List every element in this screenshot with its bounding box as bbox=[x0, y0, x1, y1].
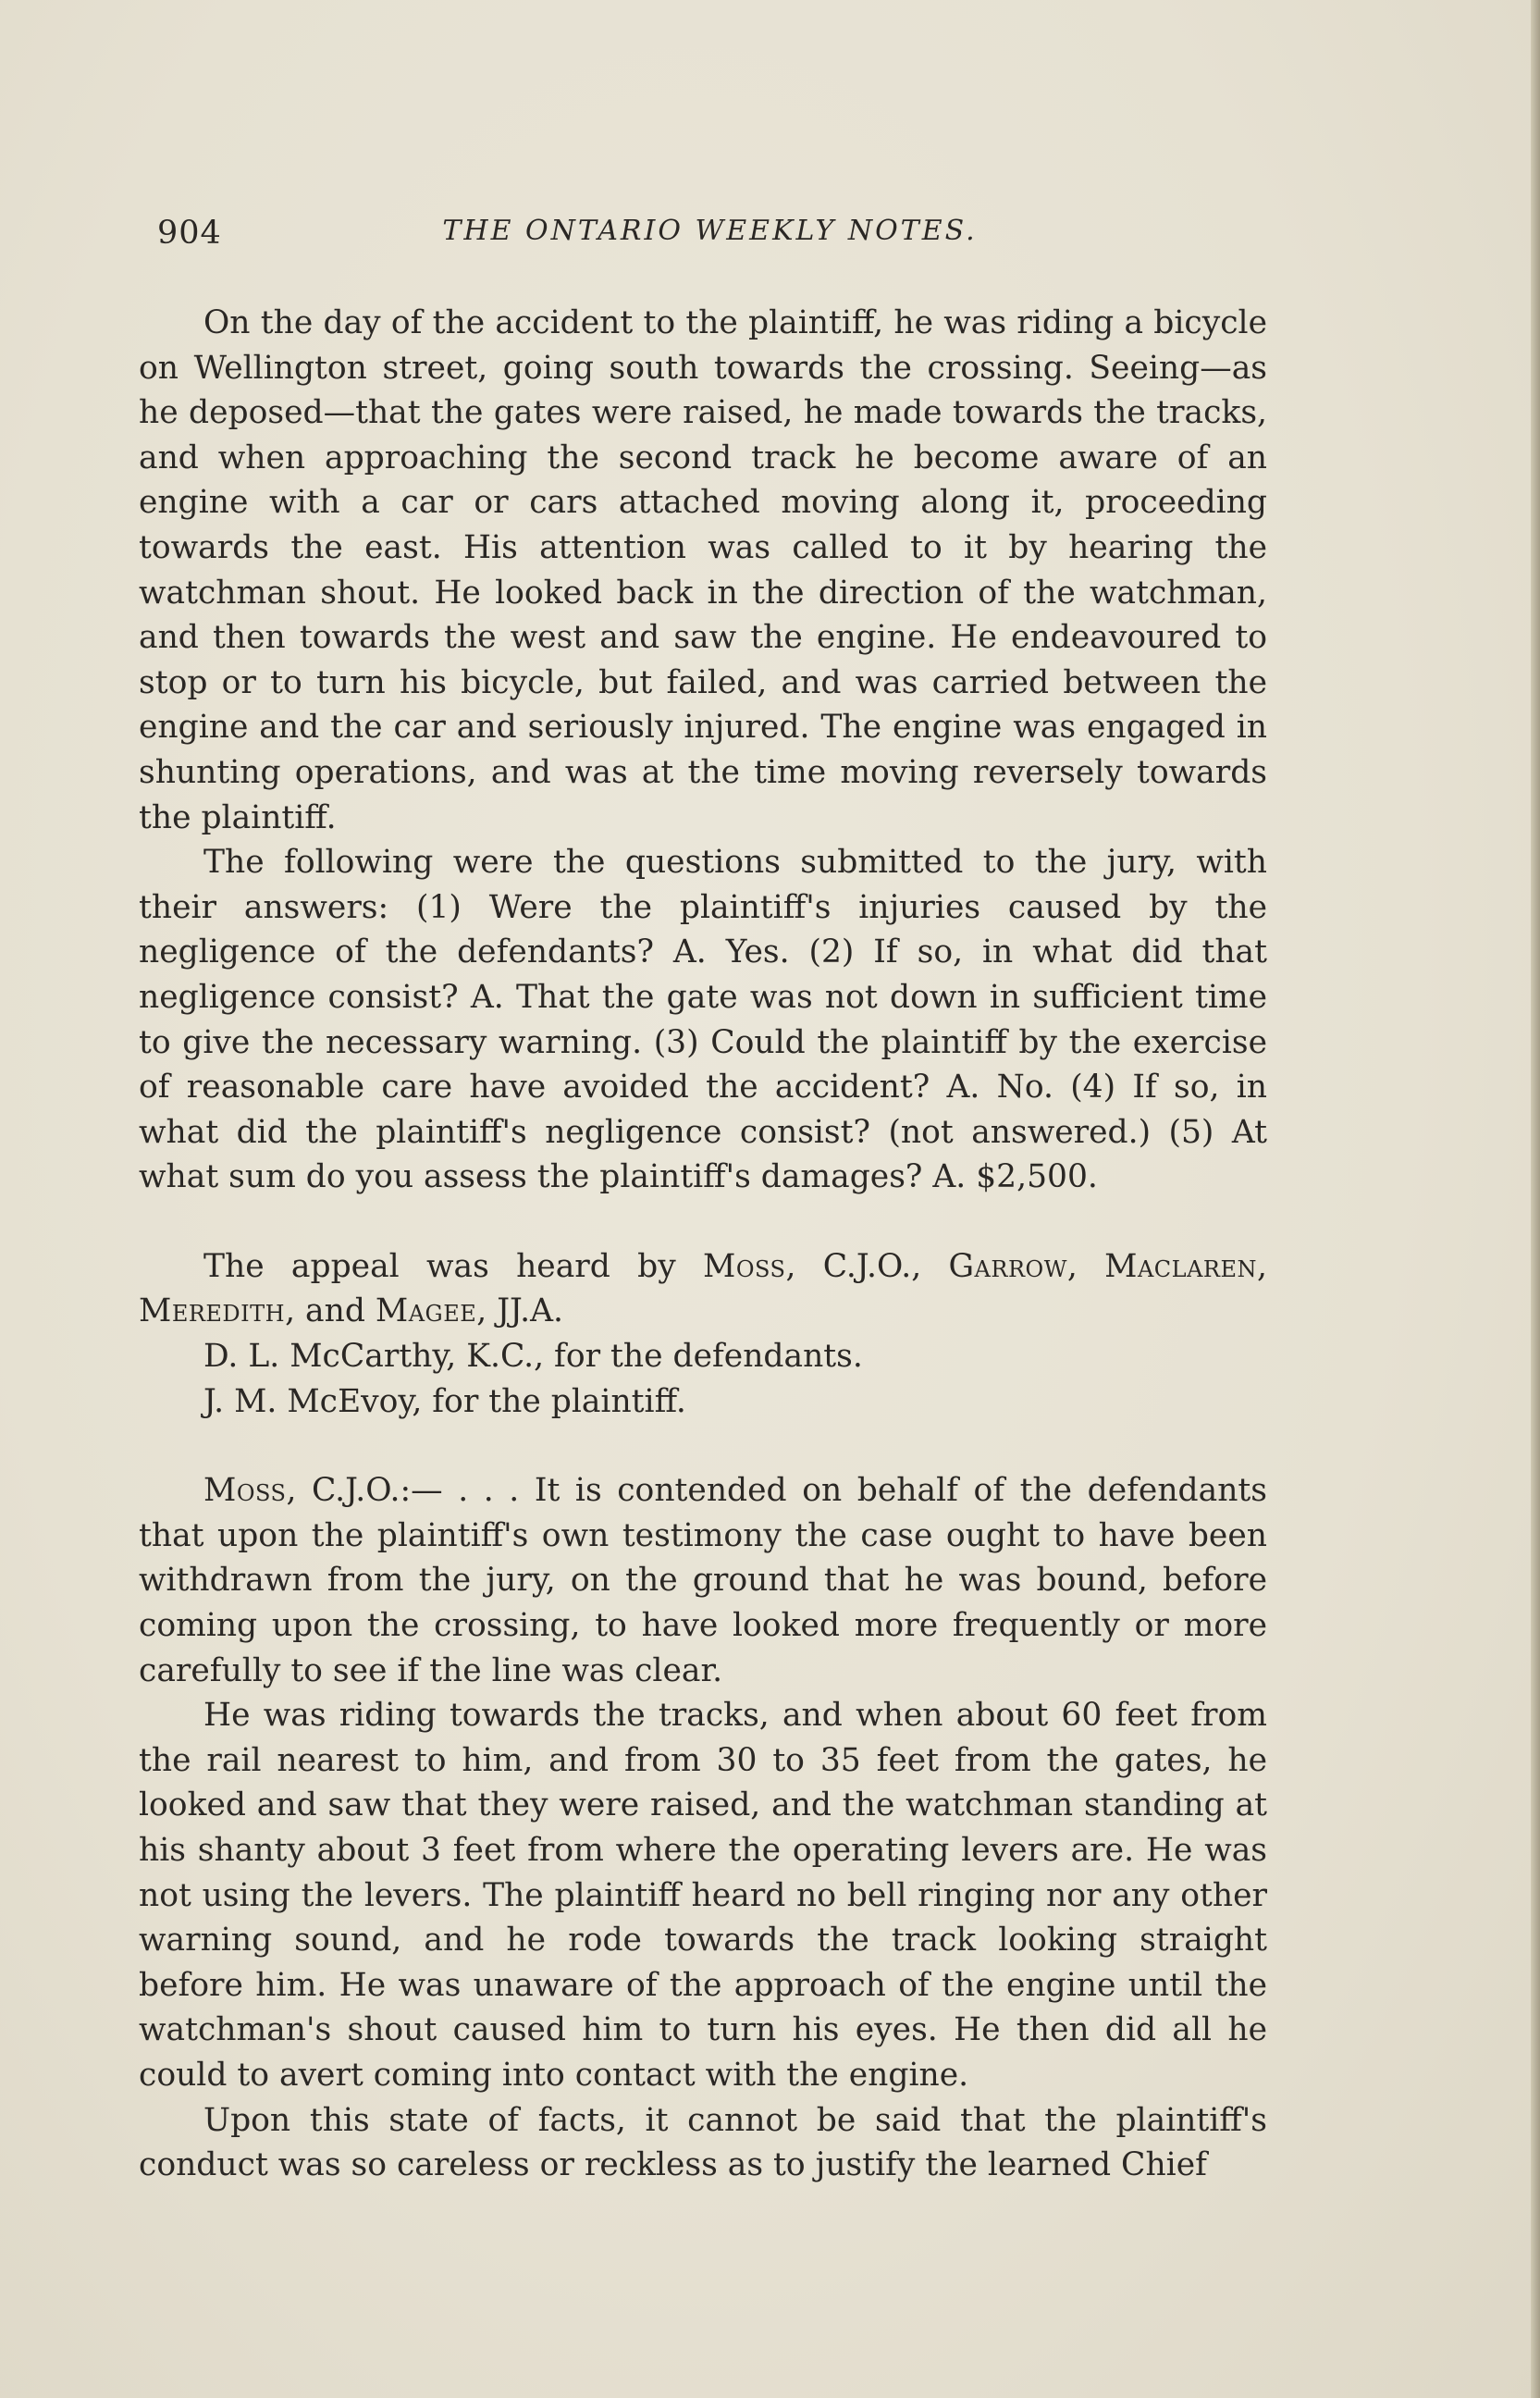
separator: , bbox=[1257, 1247, 1267, 1285]
judge-name: Moss bbox=[703, 1247, 786, 1285]
judges-title: , JJ.A. bbox=[476, 1292, 564, 1330]
separator: , bbox=[1066, 1247, 1105, 1285]
judgment-opening-paragraph bbox=[139, 1468, 1267, 1693]
judge-name: Maclaren bbox=[1104, 1247, 1258, 1285]
appeal-heard-paragraph bbox=[139, 1244, 1267, 1334]
body-text bbox=[139, 301, 1267, 2188]
page-header bbox=[157, 215, 1263, 261]
judgment-judge: Moss bbox=[203, 1472, 287, 1510]
judgment-opening-text: It is contended on behalf of the defendants that upon the plaintiff's own testimony the case ought to have been withdrawn from the jury, on the ground that he was bound, before coming upon the crossing, to have looked more frequently or more carefully to see if the line was clear. bbox=[139, 1472, 1267, 1689]
counsel-plaintiff: J. M. McEvoy, for the plaintiff. bbox=[203, 1382, 686, 1420]
judge-name: Magee bbox=[375, 1292, 477, 1330]
counsel-defendants: D. L. McCarthy, K.C., for the defendants. bbox=[203, 1338, 863, 1376]
judgment-paragraph: Upon this state of facts, it cannot be said that the plaintiff's conduct was so careless or reckless as to justify the learned Chief bbox=[139, 2101, 1267, 2184]
facts-paragraph-1: On the day of the accident to the plaintiff, he was riding a bicycle on Wellington street, going south towards the crossing. Seeing—as he deposed—that the gates were raised, he made towards the tracks, and when approaching the second track he become aware of an engine with a car or cars attached moving along it, proceeding towards the east. His attention was called to it by hearing the watchman shout. He looked back in the direction of the watchman, and then towards the west and saw the engine. He endeavoured to stop or to turn his bicycle, but failed, and was carried between the engine and the car and seriously injured. The engine was engaged in shunting operations, and was at the time moving reversely towards the plaintiff. bbox=[139, 304, 1267, 836]
page-edge bbox=[1531, 0, 1540, 2398]
page-number: 904 bbox=[157, 215, 222, 252]
section-break bbox=[139, 1424, 1267, 1468]
judge-name: Garrow bbox=[948, 1247, 1067, 1285]
appeal-intro: The appeal was heard by bbox=[203, 1247, 704, 1285]
judgment-judge-title: , C.J.O.:— . . . bbox=[286, 1472, 535, 1510]
judgment-paragraph: He was riding towards the tracks, and when about 60 feet from the rail nearest to him, and from 30 to 35 feet from the gates, he looked and saw that they were raised, and the watchman standing at his shanty about 3 feet from where the operating levers are. He was not using the levers. The plaintiff heard no bell ringing nor any other warning sound, and he rode towards the track looking straight before him. He was unaware of the approach of the engine until the watchman's shout caused him to turn his eyes. He then did all he could to avert coming into contact with the engine. bbox=[139, 1697, 1267, 2094]
judge-title: , C.J.O., bbox=[785, 1247, 949, 1285]
separator: , and bbox=[285, 1292, 376, 1330]
running-title: THE ONTARIO WEEKLY NOTES. bbox=[442, 215, 978, 247]
judge-name: Meredith bbox=[139, 1292, 286, 1330]
jury-questions-paragraph: The following were the questions submitted to the jury, with their answers: (1) Were the plaintiff's injuries caused by the negligence of the defendants? A. Yes. (2) If so, in what did that negligence consist? A. That the gate was not down in sufficient time to give the necessary warning. (3) Could the plaintiff by the exercise of reasonable care have avoided the accident? A. No. (4) If so, in what did the plaintiff's negligence consist? (not answered.) (5) At what sum do you assess the plaintiff's damages? A. $2,500. bbox=[139, 844, 1267, 1196]
section-break bbox=[139, 1200, 1267, 1244]
